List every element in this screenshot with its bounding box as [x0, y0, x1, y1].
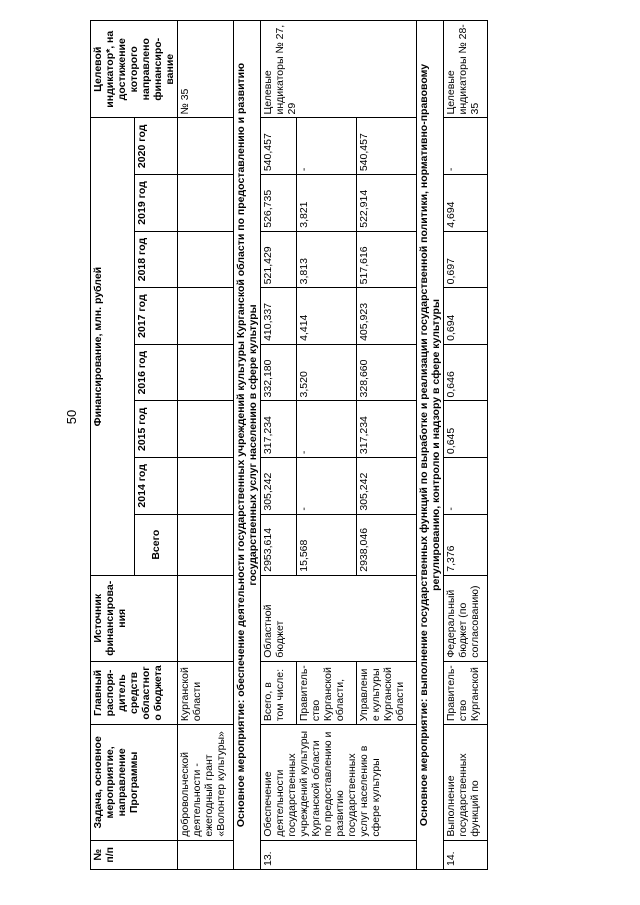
financing-table	[90, 20, 488, 870]
value-cell	[178, 344, 234, 401]
table-row	[178, 21, 234, 870]
header-year: 2018 год	[134, 231, 178, 288]
row-num: 14.	[444, 840, 488, 869]
value-cell	[178, 118, 234, 175]
row-manager: Курганской области	[178, 661, 234, 724]
value-cell: 405,923	[357, 288, 417, 345]
value-cell: 328,660	[357, 344, 417, 401]
value-cell: -	[297, 401, 357, 458]
row-source	[178, 575, 234, 661]
row-manager: Правитель-ство Курганской	[444, 661, 488, 724]
value-cell: 305,242	[261, 458, 297, 515]
value-cell: 517,616	[357, 231, 417, 288]
value-cell: 2953,614	[261, 514, 297, 575]
value-cell	[178, 458, 234, 515]
header-manager: Главный распоря-дитель средств областного бюджета	[91, 661, 178, 724]
header-total: Всего	[134, 514, 178, 575]
value-cell: 317,234	[261, 401, 297, 458]
value-cell	[178, 401, 234, 458]
row-task: Обеспечение деятельности государственных учреждений культуры Курганской области по предоставлению и развитию государственных услуг населению в сфере культуры	[261, 725, 417, 840]
value-cell: -	[297, 458, 357, 515]
value-cell	[178, 231, 234, 288]
row-manager: Управление культуры Курганской области	[357, 661, 417, 724]
row-task: добровольческой деятельности - ежегодный грант «Волонтер культуры»	[178, 725, 234, 840]
value-cell: -	[444, 458, 488, 515]
value-cell: 521,429	[261, 231, 297, 288]
value-cell: 522,914	[357, 175, 417, 232]
row-indicator: Целевые индикаторы № 27, 29	[261, 21, 417, 118]
value-cell: 305,242	[357, 458, 417, 515]
value-cell: 7,376	[444, 514, 488, 575]
header-year: 2016 год	[134, 344, 178, 401]
value-cell: -	[297, 118, 357, 175]
value-cell: 0,646	[444, 344, 488, 401]
row-indicator: Целевые индикаторы № 28-35	[444, 21, 488, 118]
rotated-table-page	[90, 20, 600, 870]
value-cell: 332,180	[261, 344, 297, 401]
value-cell: 15,568	[297, 514, 357, 575]
table-row	[261, 21, 297, 870]
value-cell: 317,234	[357, 401, 417, 458]
header-year: 2015 год	[134, 401, 178, 458]
header-year: 2017 год	[134, 288, 178, 345]
header-row-1	[91, 21, 135, 870]
header-year: 2014 год	[134, 458, 178, 515]
page-number: 50	[64, 409, 79, 425]
value-cell: 3,821	[297, 175, 357, 232]
value-cell	[178, 514, 234, 575]
value-cell: 3,813	[297, 231, 357, 288]
section-row	[234, 21, 261, 870]
header-financing: Финансирование, млн. рублей	[91, 118, 135, 575]
value-cell	[178, 175, 234, 232]
section-row	[417, 21, 444, 870]
table-row	[444, 21, 488, 870]
header-year: 2019 год	[134, 175, 178, 232]
header-indicator: Целевой индикатор*, на достижение которого направлено финансиро-вание	[91, 21, 178, 118]
row-manager: Всего, в том числе:	[261, 661, 297, 724]
header-num: № п/п	[91, 840, 178, 869]
row-task: Выполнение государственных функций по	[444, 725, 488, 840]
row-num: 13.	[261, 840, 417, 869]
row-manager: Правитель-ство Курганской области,	[297, 661, 357, 724]
section-title: Основное мероприятие: обеспечение деятельности государственных учреждений культуры Курганской области по предоставлению и развитию государственных услуг населению в сфере культуры	[234, 21, 261, 870]
header-task: Задача, основное мероприятие, направление Программы	[91, 725, 178, 840]
row-source: Федеральный бюджет (по согласованию)	[444, 575, 488, 661]
row-indicator: № 35	[178, 21, 234, 118]
value-cell: 4,694	[444, 175, 488, 232]
value-cell: 540,457	[261, 118, 297, 175]
value-cell: 0,645	[444, 401, 488, 458]
value-cell: 0,694	[444, 288, 488, 345]
value-cell: 3,520	[297, 344, 357, 401]
value-cell: 410,337	[261, 288, 297, 345]
header-year: 2020 год	[134, 118, 178, 175]
value-cell: 4,414	[297, 288, 357, 345]
value-cell: 540,457	[357, 118, 417, 175]
section-title: Основное мероприятие: выполнение государственных функций по выработке и реализации государственной политики, нормативно-правовому регулированию, контролю и надзору в сфере культуры	[417, 21, 444, 870]
value-cell: -	[444, 118, 488, 175]
value-cell: 526,735	[261, 175, 297, 232]
value-cell: 2938,046	[357, 514, 417, 575]
row-source: Областной бюджет	[261, 575, 417, 661]
header-source: Источник финансирова-ния	[91, 575, 178, 661]
value-cell: 0,697	[444, 231, 488, 288]
value-cell	[178, 288, 234, 345]
row-num	[178, 840, 234, 869]
